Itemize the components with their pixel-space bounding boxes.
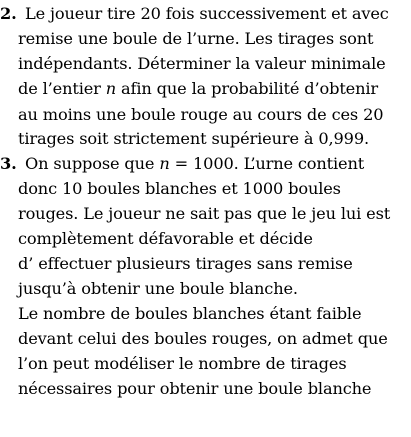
- item-3-line-1: [25, 154, 364, 174]
- item-3-line-10: nécessaires pour obtenir une boule blanche: [18, 379, 372, 398]
- item-2-line-5: au moins une boule rouge au cours de ces 20: [18, 105, 384, 124]
- item-3-line-8: devant celui des boules rouges, on admet que: [18, 329, 388, 348]
- item-3-line-3: rouges. Le joueur ne sait pas que le jeu lui est: [18, 204, 391, 223]
- item-3-line-4: complètement défavorable et décide: [18, 229, 313, 248]
- variable-n: n: [105, 79, 117, 98]
- item-2-line-1: Le joueur tire 20 fois successivement et avec: [25, 4, 389, 23]
- item-3-line-2: donc 10 boules blanches et 1000 boules: [18, 179, 341, 198]
- item-2-line-2: remise une boule de l’urne. Les tirages sont: [18, 29, 374, 48]
- item-2-number: 2.: [0, 4, 17, 23]
- item-2-line-4-post: afin que la probabilité d’obtenir: [116, 79, 378, 98]
- item-3-line-1-pre: On suppose que: [25, 154, 160, 173]
- item-2-line-3: indépendants. Déterminer la valeur minimale: [18, 54, 386, 73]
- item-3-line-5: d’ effectuer plusieurs tirages sans remise: [18, 254, 353, 273]
- variable-n: n: [159, 154, 170, 173]
- item-3-line-6: jusqu’à obtenir une boule blanche.: [18, 279, 298, 298]
- item-3-line-1-post: = 1000. L’urne contient: [169, 154, 365, 173]
- item-3-line-9: l’on peut modéliser le nombre de tirages: [18, 354, 347, 373]
- item-2-line-6: tirages soit strictement supérieure à 0,999.: [18, 129, 369, 148]
- item-2-line-4: [18, 79, 378, 99]
- item-3-number: 3.: [0, 154, 17, 173]
- item-3-line-7: Le nombre de boules blanches étant faible: [18, 304, 362, 323]
- item-2-line-4-pre: de l’entier: [18, 79, 106, 98]
